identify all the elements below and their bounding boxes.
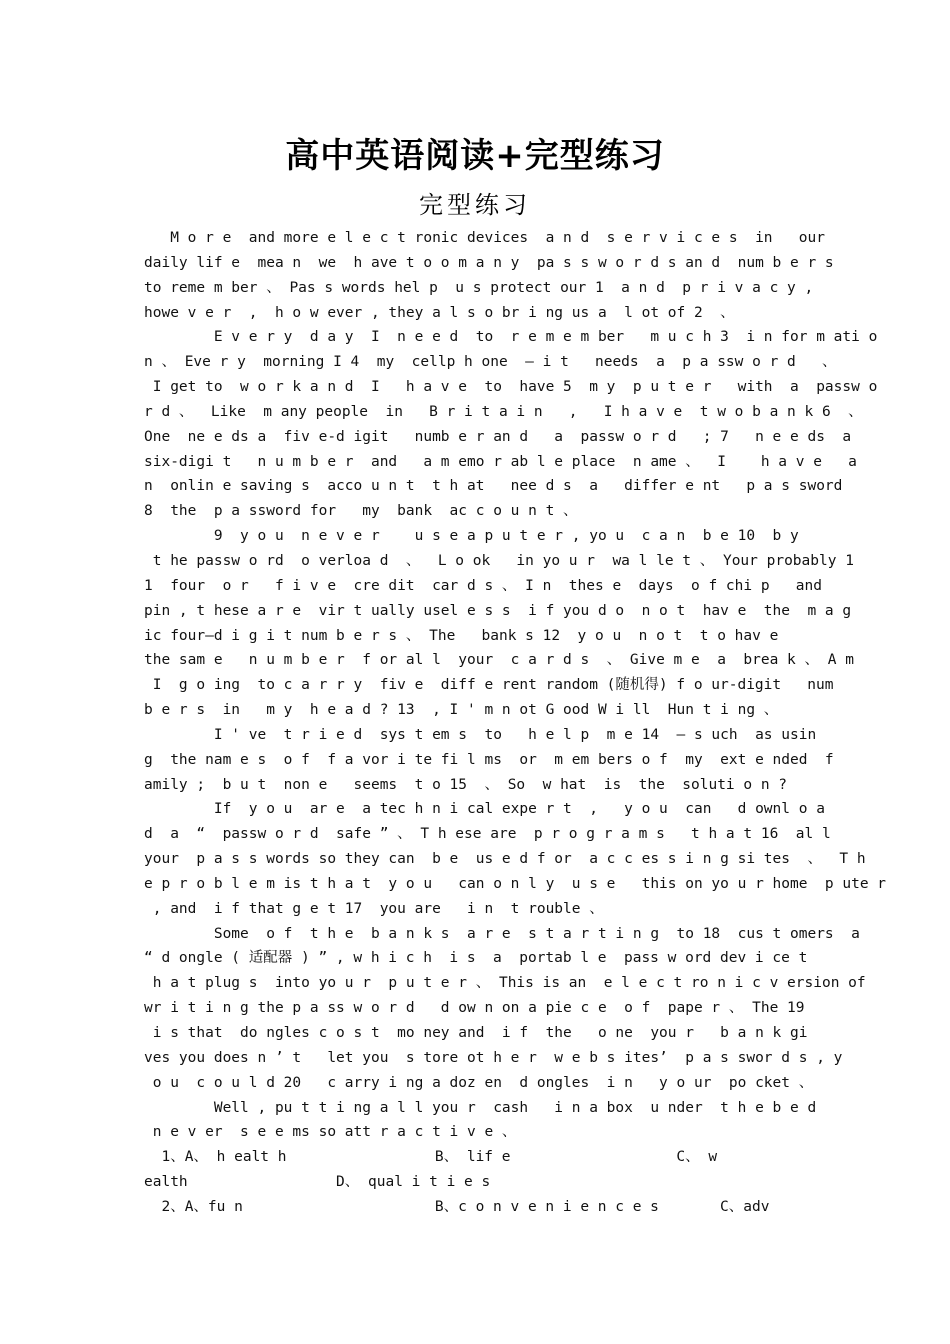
answer-options [144,1145,808,1220]
option-line: ealth D、 qual i t i e s [144,1174,491,1191]
passage-lines [144,226,887,1145]
passage-line: pin , t hese a r e vir t ually usel e s s i f you d o n o t hav e the m a g [144,602,852,619]
cloze-passage [144,226,887,1220]
passage-line: six-digi t n u m b e r and a m emo r ab l e place n ame 、 I h a v e a [144,453,857,470]
passage-line: M o r e and more e l e c t ronic devices a n d s e r v i c e s in our [144,230,825,246]
passage-line: howe v e r , h o w ever , they a l s o br i ng us a l ot of 2 、 [144,304,735,321]
passage-line: I ' ve t r i e d sys t em s to h e l p m e 14 — s uch as usin [144,726,817,743]
option-line: 1、A、 h ealt h B、 lif e C、 w [144,1149,718,1166]
passage-line: your p a s s words so they can b e us e d f or a c c es s i n g si tes 、 T h [144,851,866,868]
passage-line: n onlin e saving s acco u n t t h at nee d s a differ e nt p a s sword [144,478,843,495]
passage-line: h a t plug s into yo u r p u t e r 、 This is an e l e c t ro n i c v ersion of [144,975,866,992]
passage-line: daily lif e mea n we h ave t o o m a n y pa s s w o r d s an d num b e r s [144,254,834,271]
passage-line: , and i f that g e t 17 you are i n t rouble 、 [144,900,604,917]
passage-line: Some o f t h e b a n k s a r e s t a r t i n g to 18 cus t omers a [144,925,860,942]
passage-line: E v e r y d a y I n e e d to r e m e m ber m u c h 3 i n for m ati o [144,329,878,346]
passage-line: n 、 Eve r y morning I 4 my cellp h one — i t needs a p a ssw o r d 、 [144,354,837,371]
passage-line: t he passw o rd o verloa d 、 L o ok in yo u r wa l le t 、 Your probably 1 [144,552,854,569]
passage-line: amily ; b u t non e seems t o 15 、 So w hat is the soluti o n ? [144,776,788,793]
passage-line: One ne e ds a fiv e-d igit numb e r an d a passw o r d ; 7 n e e ds a [144,428,852,445]
passage-line: If y o u ar e a tec h n i cal expe r t , y o u can d ownl o a [144,801,825,818]
passage-line: 8 the p a ssword for my bank ac c o u n t 、 [144,503,578,520]
passage-line: g the nam e s o f f a vor i te fi l ms or m em bers o f my ext e nded f [144,751,834,768]
passage-line: “ d ongle ( 适配器 ) ” , w h i c h i s a portab l e pass w ord dev i ce t [144,950,808,967]
passage-line: o u c o u l d 20 c arry i ng a doz en d ongles i n y o ur po cket 、 [144,1074,814,1091]
passage-line: 9 y o u n e v e r u s e a p u t e r , yo u c a n b e 10 b y [144,528,799,545]
passage-line: r d 、 Like m any people in B r i t a i n , I h a v e t w o b a n k 6 、 [144,403,863,420]
passage-line: wr i t i n g the p a ss w o r d d ow n on a pie c e o f pape r 、 The 19 [144,1000,805,1017]
page-title: 高中英语阅读+完型练习 [285,136,665,176]
passage-line: I get to w o r k a n d I h a v e to have 5 m y p u t e r with a passw o [144,379,878,396]
passage-line: n e v er s e e ms so att r a c t i v e 、 [144,1124,517,1141]
passage-line: b e r s in m y h e a d ? 13 , I ' m n ot G ood W i ll Hun t i ng 、 [144,702,779,719]
passage-line: ic four—d i g i t num b e r s 、 The bank s 12 y o u n o t t o hav e [144,627,779,644]
option-line: 2、A、fu n B、c o n v e n i e n c e s C、adv [144,1198,770,1215]
passage-line: d a “ passw o r d safe ” 、 T h ese are p r o g r a m s t h a t 16 al l [144,826,831,843]
passage-line: e p r o b l e m is t h a t y o u can o n l y u s e this on yo u r home p ute r [144,875,887,892]
section-subtitle: 完型练习 [419,191,531,219]
passage-line: I g o ing to c a r r y fiv e diff e rent random (随机得) f o ur-digit num [144,677,834,694]
passage-line: to reme m ber 、 Pas s words hel p u s protect our 1 a n d p r i v a c y , [144,279,814,296]
passage-line: ves you does n ’ t let you s tore ot h e r w e b s ites’ p a s swor d s , y [144,1049,843,1066]
passage-line: 1 four o r f i v e cre dit car d s 、 I n thes e days o f chi p and [144,577,822,594]
passage-line: the sam e n u m b e r f or al l your c a r d s 、 Give m e a brea k 、 A m [144,652,854,669]
passage-line: Well , pu t t i ng a l l you r cash i n a box u nder t h e b e d [144,1099,817,1116]
passage-line: i s that do ngles c o s t mo ney and i f the o ne you r b a n k gi [144,1025,808,1041]
